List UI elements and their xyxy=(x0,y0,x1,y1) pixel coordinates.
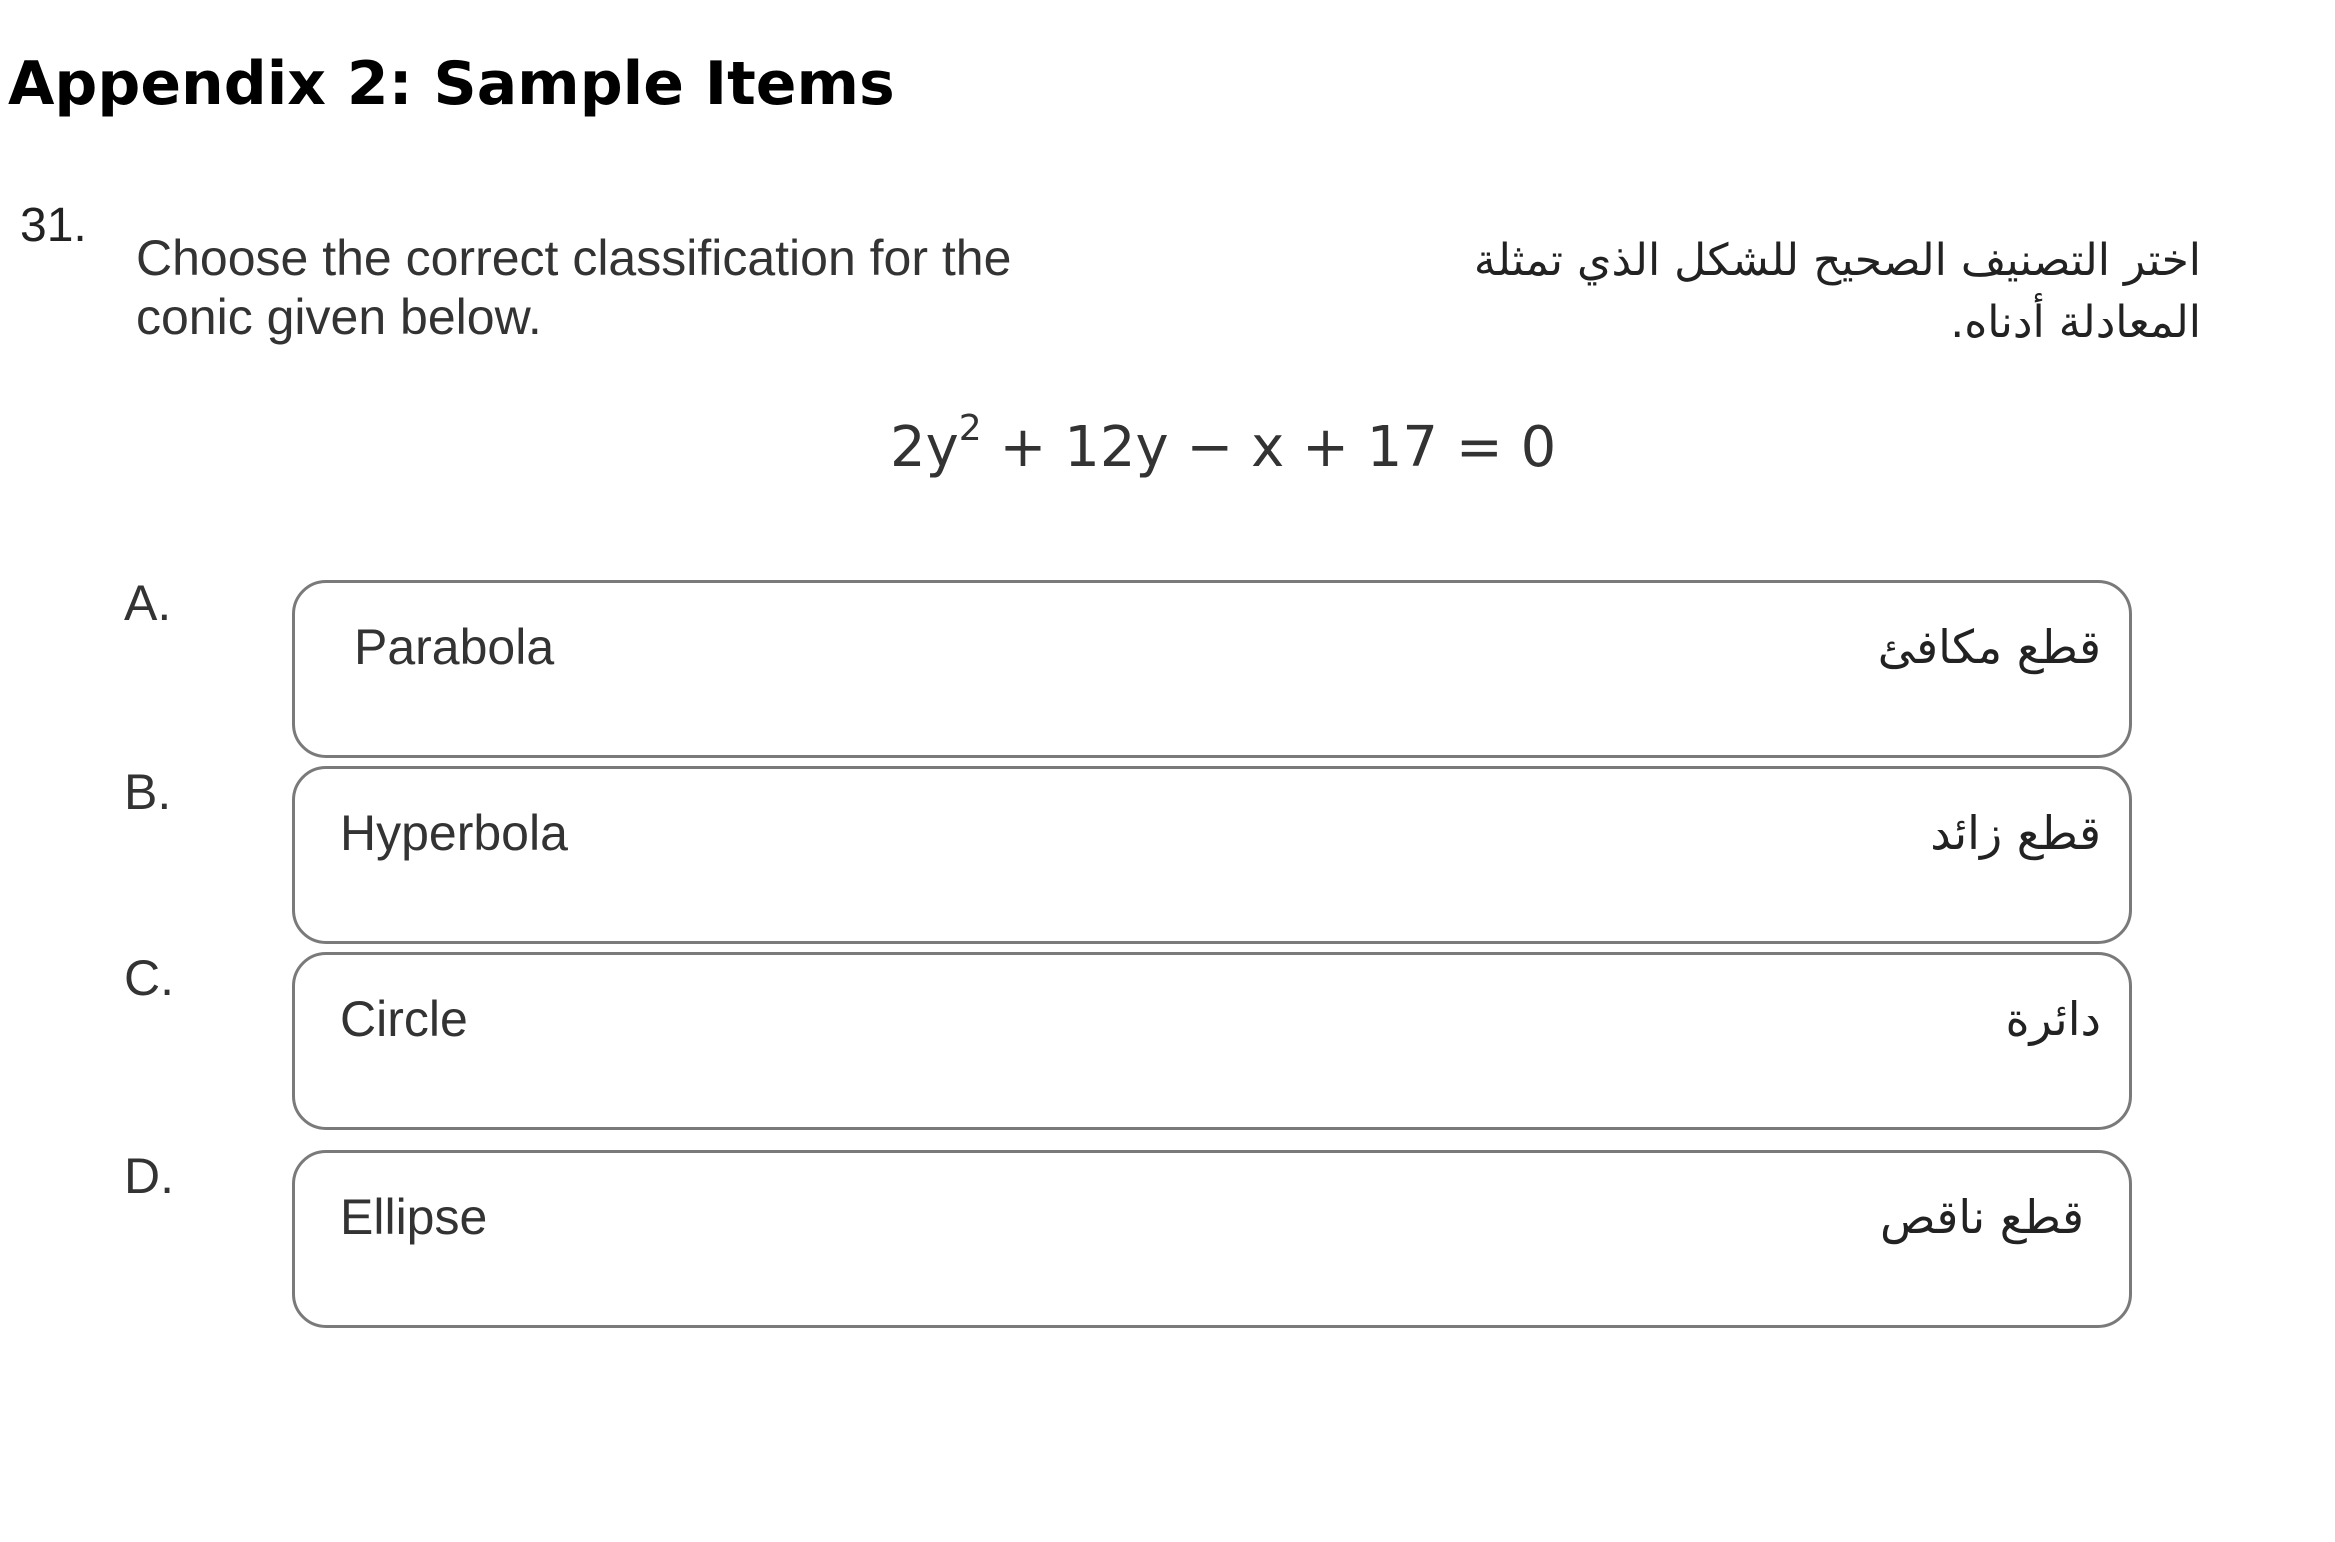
option-a-arabic: قطع مكافئ xyxy=(1877,620,2101,674)
question-stem-arabic xyxy=(1301,230,2201,354)
question-stem-english-line-1: Choose the correct classification for the xyxy=(136,230,1012,286)
question-stem-arabic-line-1: اختر التصنيف الصحيح للشكل الذي تمثلة xyxy=(1473,235,2201,286)
option-b-letter: B. xyxy=(124,764,172,820)
question-number: 31. xyxy=(20,199,87,252)
option-d-english: Ellipse xyxy=(340,1189,488,1245)
option-a-box[interactable] xyxy=(292,580,2132,758)
option-d-arabic: قطع ناقص xyxy=(1880,1190,2084,1244)
option-d-box[interactable] xyxy=(292,1150,2132,1328)
option-a-letter: A. xyxy=(124,575,172,631)
option-b-box[interactable] xyxy=(292,766,2132,944)
page-title: Appendix 2: Sample Items xyxy=(8,49,895,119)
question-stem-arabic-line-2: المعادلة أدناه. xyxy=(1950,297,2201,348)
option-c-letter: C. xyxy=(124,950,174,1006)
option-b-arabic: قطع زائد xyxy=(1930,806,2101,860)
option-c-english: Circle xyxy=(340,991,468,1047)
equation-term-2y: 2y xyxy=(890,415,959,480)
option-c-box[interactable] xyxy=(292,952,2132,1130)
equation-exponent: 2 xyxy=(958,408,982,449)
question-stem-english-line-2: conic given below. xyxy=(136,289,542,345)
equation-remainder: + 12y − x + 17 = 0 xyxy=(981,415,1557,480)
option-b-english: Hyperbola xyxy=(340,805,568,861)
option-d-letter: D. xyxy=(124,1148,174,1204)
question-stem-english xyxy=(136,229,1136,347)
conic-equation xyxy=(890,408,1556,488)
option-a-english: Parabola xyxy=(354,619,555,675)
option-c-arabic: دائرة xyxy=(2005,992,2101,1046)
